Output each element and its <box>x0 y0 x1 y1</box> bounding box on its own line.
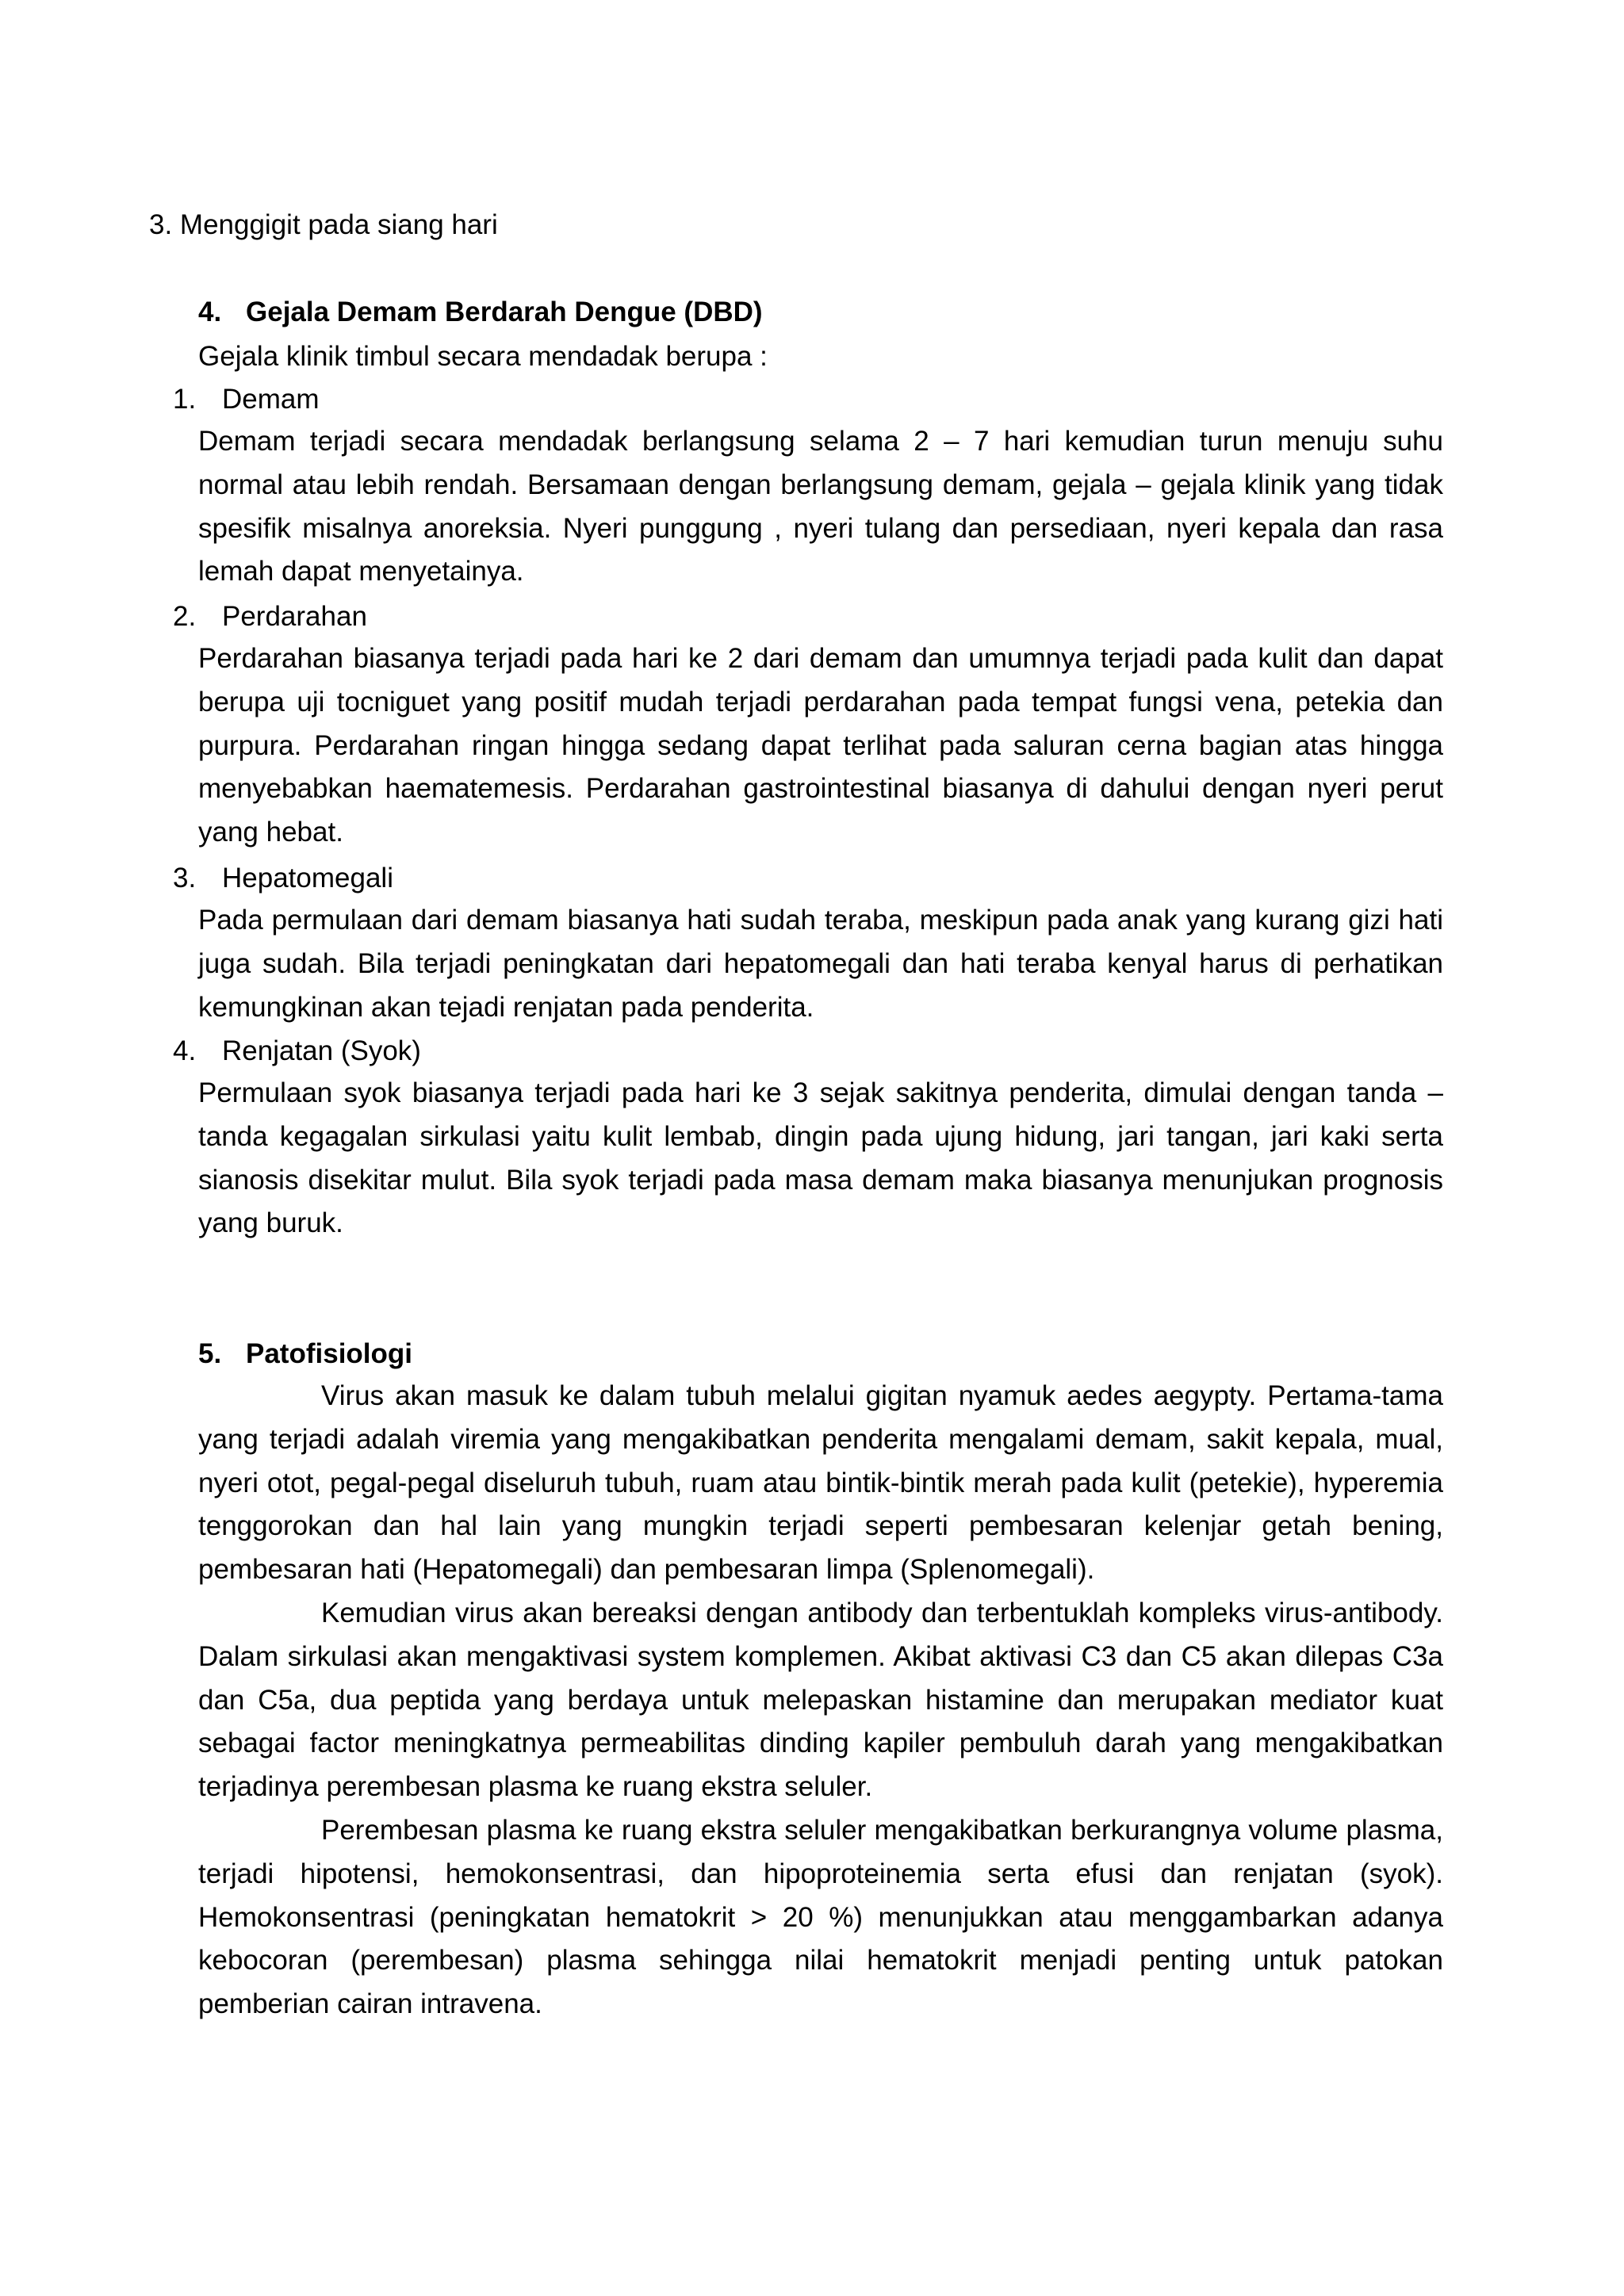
item-2-number: 2. <box>173 601 197 632</box>
item-4-body: Permulaan syok biasanya terjadi pada hari ke 3 sejak sakitnya penderita, dimulai dengan tanda – tanda kegagalan sirkulasi yaitu kulit lembab, dingin pada ujung hidung, jari tangan, jari kaki serta sianosis disekitar mulut. Bila syok terjadi pada masa demam maka biasanya menunjukan prognosis yang buruk. <box>198 1077 1443 1239</box>
item-2-title: Perdarahan <box>222 601 367 632</box>
item-4-title: Renjatan (Syok) <box>222 1035 421 1066</box>
item-4-number: 4. <box>173 1035 197 1066</box>
section-5-paragraph-2: Kemudian virus akan bereaksi dengan antibody dan terbentuklah kompleks virus-antibody. Dalam sirkulasi akan mengaktivasi system komplemen. Akibat aktivasi C3 dan C5 akan dilepas C3a dan C5a, dua peptida yang berdaya untuk melepaskan histamine dan merupakan mediator kuat sebagai factor meningkatnya permeabilitas dinding kapiler pembuluh darah yang mengakibatkan terjadinya perembesan plasma ke ruang ekstra seluler. <box>198 1598 1443 1803</box>
item-1-body: Demam terjadi secara mendadak berlangsung selama 2 – 7 hari kemudian turun menuju suhu normal atau lebih rendah. Bersamaan dengan berlangsung demam, gejala – gejala klinik yang tidak spesifik misalnya anoreksia. Nyeri punggung , nyeri tulang dan persediaan, nyeri kepala dan rasa lemah dapat menyetainya. <box>198 426 1443 587</box>
item-3-number: 3. <box>173 863 197 894</box>
section-5-number: 5. <box>198 1338 222 1369</box>
section-5-paragraph-1: Virus akan masuk ke dalam tubuh melalui gigitan nyamuk aedes aegypty. Pertama-tama yang terjadi adalah viremia yang mengakibatkan penderita mengalami demam, sakit kepala, mual, nyeri otot, pegal-pegal diseluruh tubuh, ruam atau bintik-bintik merah pada kulit (petekie), hyperemia tenggorokan dan hal lain yang mungkin terjadi seperti pembesaran kelenjar getah bening, pembesaran hati (Hepatomegali) dan pembesaran limpa (Splenomegali). <box>198 1380 1443 1586</box>
section-4-number: 4. <box>198 297 222 327</box>
section-4-heading: Gejala Demam Berdarah Dengue (DBD) <box>246 297 763 327</box>
section-5-paragraph-3: Perembesan plasma ke ruang ekstra seluler mengakibatkan berkurangnya volume plasma, terjadi hipotensi, hemokonsentrasi, dan hipoproteinemia serta efusi dan renjatan (syok). Hemokonsentrasi (peningkatan hematokrit > 20 %) menunjukkan atau menggambarkan adanya kebocoran (perembesan) plasma sehingga nilai hematokrit menjadi penting untuk patokan pemberian cairan intravena. <box>198 1815 1443 2020</box>
item-1-title: Demam <box>222 384 320 415</box>
item-3-body: Pada permulaan dari demam biasanya hati sudah teraba, meskipun pada anak yang kurang gizi hati juga sudah. Bila terjadi peningkatan dari hepatomegali dan hati teraba kenyal harus di perhatikan kemungkinan akan tejadi renjatan pada penderita. <box>198 905 1443 1023</box>
item-2-body: Perdarahan biasanya terjadi pada hari ke 2 dari demam dan umumnya terjadi pada kulit dan dapat berupa uji tocniguet yang positif mudah terjadi perdarahan pada tempat fungsi vena, petekia dan purpura. Perdarahan ringan hingga sedang dapat terlihat pada saluran cerna bagian atas hingga menyebabkan haematemesis. Perdarahan gastrointestinal biasanya di dahului dengan nyeri perut yang hebat. <box>198 643 1443 848</box>
section-4-intro: Gejala klinik timbul secara mendadak berupa : <box>198 341 768 372</box>
item-1-number: 1. <box>173 384 197 415</box>
item-3-title: Hepatomegali <box>222 863 393 894</box>
section-5-heading: Patofisiologi <box>246 1338 412 1369</box>
list-item-bite-daytime: 3. Menggigit pada siang hari <box>149 209 498 240</box>
